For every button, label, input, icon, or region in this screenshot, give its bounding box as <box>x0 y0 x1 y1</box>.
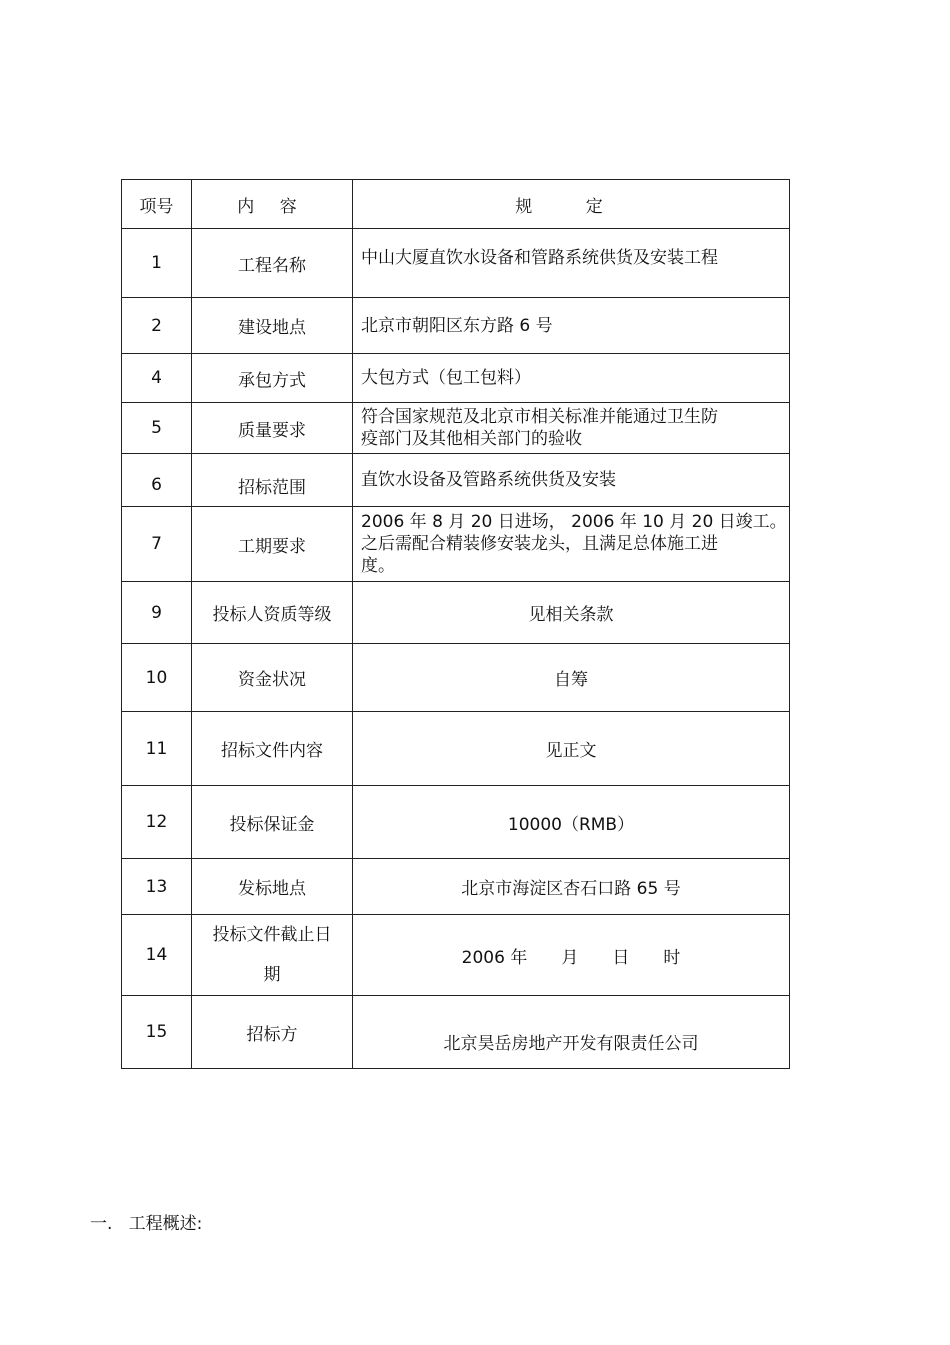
table-row <box>122 996 790 1069</box>
row-no: 4 <box>122 354 192 403</box>
row-no: 11 <box>122 712 192 786</box>
section-title: 工程概述: <box>128 1214 203 1234</box>
row-spec: 见相关条款 <box>353 582 790 644</box>
row-spec: 北京市海淀区杏石口路 65 号 <box>353 859 790 915</box>
row-item: 招标文件内容 <box>192 712 353 786</box>
table-header-row <box>122 180 790 229</box>
row-item: 资金状况 <box>192 644 353 712</box>
row-no: 13 <box>122 859 192 915</box>
table-row <box>122 229 790 298</box>
row-spec: 自筹 <box>353 644 790 712</box>
header-no: 项号 <box>122 180 192 229</box>
row-item: 工期要求 <box>192 507 353 582</box>
table-row <box>122 298 790 354</box>
table-row <box>122 582 790 644</box>
row-no: 10 <box>122 644 192 712</box>
row-item: 投标人资质等级 <box>192 582 353 644</box>
row-spec: 北京市朝阳区东方路 6 号 <box>353 298 790 354</box>
row-item: 承包方式 <box>192 354 353 403</box>
row-spec <box>353 403 790 454</box>
table-row <box>122 915 790 996</box>
row-item: 发标地点 <box>192 859 353 915</box>
spec-line: 度。 <box>361 556 395 576</box>
row-no: 12 <box>122 786 192 859</box>
table-row <box>122 403 790 454</box>
row-item: 工程名称 <box>192 229 353 298</box>
row-item: 建设地点 <box>192 298 353 354</box>
table-row <box>122 507 790 582</box>
row-item: 投标保证金 <box>192 786 353 859</box>
spec-line: 疫部门及其他相关部门的验收 <box>361 429 582 449</box>
table-row <box>122 454 790 507</box>
header-spec: 规 定 <box>353 180 790 229</box>
item-line: 投标文件截止日 <box>212 925 332 945</box>
table-row <box>122 712 790 786</box>
table-row <box>122 786 790 859</box>
row-spec: 直饮水设备及管路系统供货及安装 <box>353 454 790 507</box>
row-spec: 10000（RMB） <box>353 786 790 859</box>
spec-line: 2006 年 8 月 20 日进场， 2006 年 10 月 20 日竣工。 <box>361 512 787 532</box>
row-no: 6 <box>122 454 192 507</box>
section-heading <box>90 1209 202 1234</box>
row-spec: 见正文 <box>353 712 790 786</box>
row-spec <box>353 507 790 582</box>
spec-line: 之后需配合精装修安装龙头，且满足总体施工进 <box>361 534 718 554</box>
row-no: 2 <box>122 298 192 354</box>
row-spec: 大包方式（包工包料） <box>353 354 790 403</box>
table-row <box>122 644 790 712</box>
table-row <box>122 859 790 915</box>
item-line: 期 <box>263 965 281 985</box>
row-item: 招标方 <box>192 996 353 1069</box>
spec-line: 符合国家规范及北京市相关标准并能通过卫生防 <box>361 407 718 427</box>
section-number: 一. <box>90 1214 113 1234</box>
row-spec: 北京昊岳房地产开发有限责任公司 <box>353 996 790 1069</box>
header-item: 内 容 <box>192 180 353 229</box>
row-item: 招标范围 <box>192 454 353 507</box>
row-spec: 2006 年 月 日 时 <box>353 915 790 996</box>
row-no: 1 <box>122 229 192 298</box>
row-spec: 中山大厦直饮水设备和管路系统供货及安装工程 <box>353 229 790 298</box>
row-no: 9 <box>122 582 192 644</box>
row-item <box>192 915 353 996</box>
row-no: 7 <box>122 507 192 582</box>
row-no: 15 <box>122 996 192 1069</box>
row-no: 5 <box>122 403 192 454</box>
tender-info-table <box>121 179 790 1069</box>
row-item: 质量要求 <box>192 403 353 454</box>
table-row <box>122 354 790 403</box>
row-no: 14 <box>122 915 192 996</box>
